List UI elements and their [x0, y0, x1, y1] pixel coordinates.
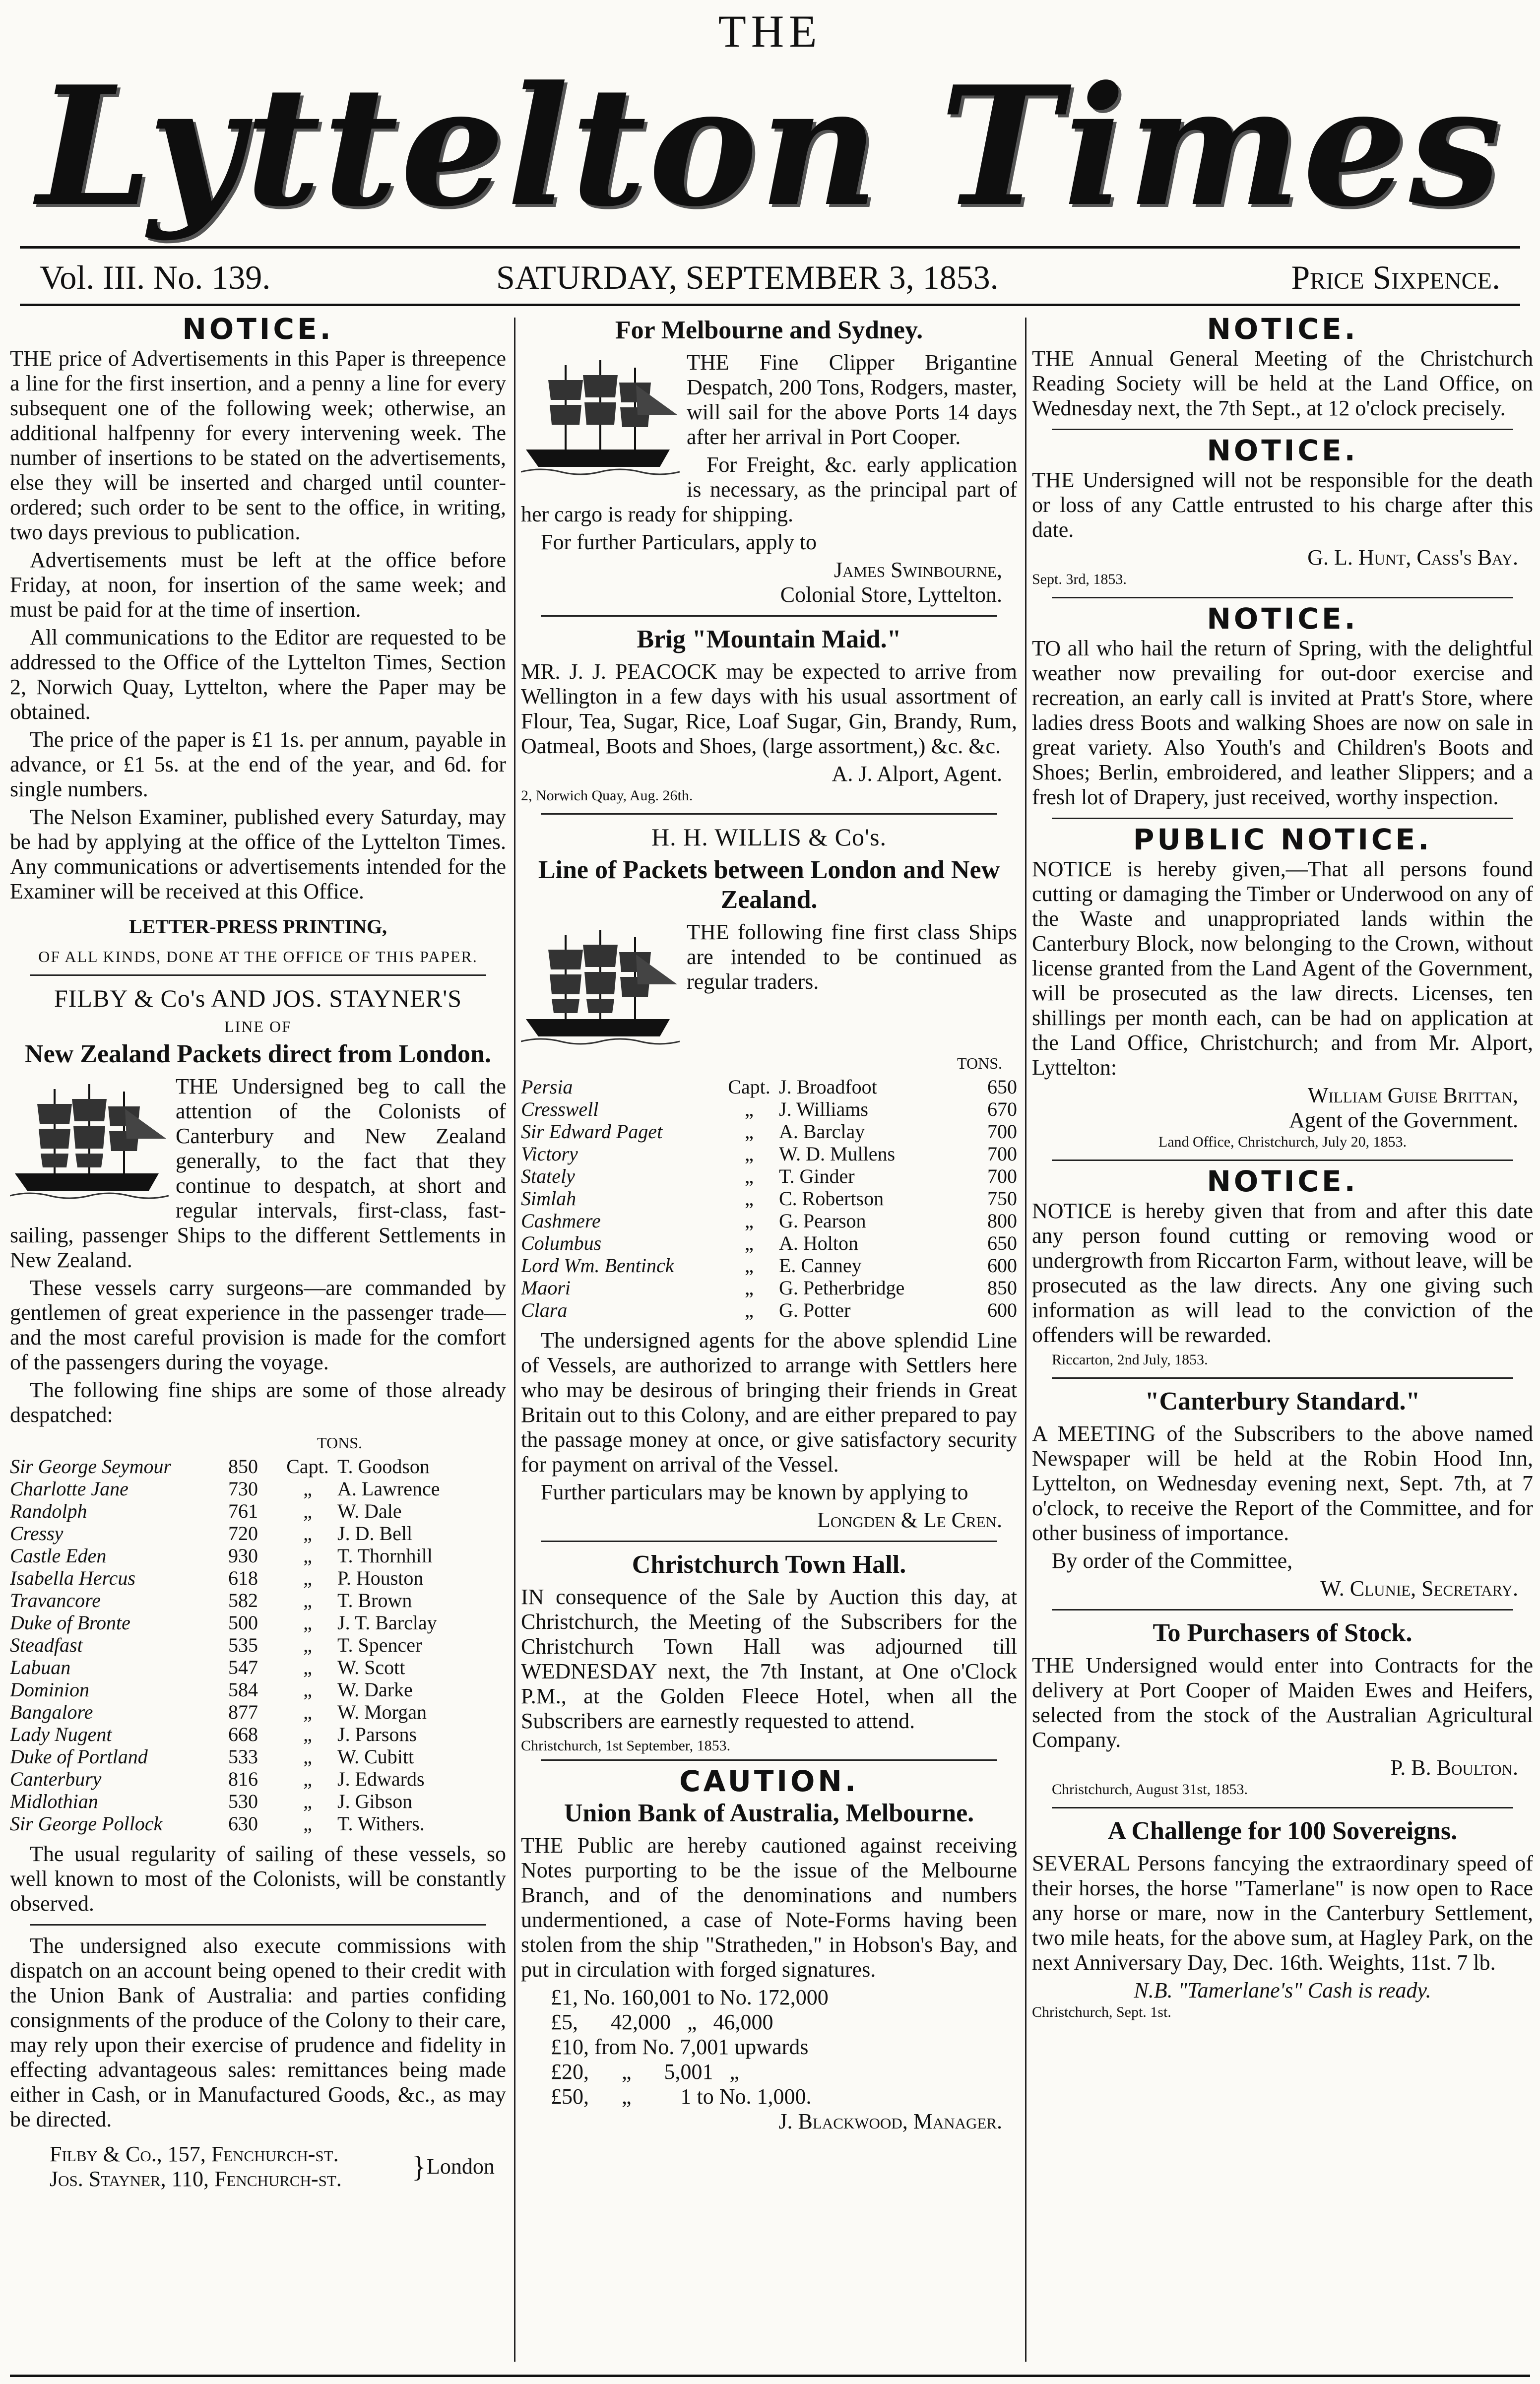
spring-heading: NOTICE. — [1207, 602, 1358, 636]
cattle-signature: G. L. Hunt, Cass's Bay. — [1307, 545, 1518, 570]
captain-prefix: „ — [303, 1768, 312, 1790]
notice-paragraph: The Nelson Examiner, published every Saturday, may be had by applying at the office of the Lyttelton Times. Any communications or advertisements intended for the Examiner will be received at this Office. — [10, 805, 506, 903]
ship-name: Lord Wm. Bentinck — [521, 1254, 674, 1277]
table-row — [521, 1299, 1017, 1321]
captain-prefix: „ — [745, 1120, 754, 1143]
stock-signature: P. B. Boulton. — [1390, 1755, 1518, 1780]
ship-captain: C. Robertson — [779, 1187, 884, 1210]
ship-tons: 730 — [228, 1478, 258, 1500]
public-notice-heading: PUBLIC NOTICE. — [1133, 823, 1432, 856]
ship-tons: 816 — [228, 1768, 258, 1790]
captain-prefix: „ — [745, 1277, 754, 1299]
ship-tons: 600 — [987, 1254, 1017, 1277]
separator — [541, 615, 997, 617]
stock-paragraph: THE Undersigned would enter into Contracts for the delivery at Port Cooper of Maiden Ewes and Heifers, selected from the stock of the Australian Agricultural Company. — [1032, 1653, 1533, 1752]
sailing-ship-illustration — [521, 925, 680, 1049]
note-range: £10, from No. 7,001 upwards — [551, 2035, 809, 2059]
ship-tons: 850 — [987, 1277, 1017, 1299]
table-row — [10, 1723, 506, 1745]
ship-name: Dominion — [10, 1678, 89, 1701]
ship-tons: 530 — [228, 1790, 258, 1812]
brig-signature: A. J. Alport, Agent. — [832, 762, 1002, 786]
public-notice-paragraph: NOTICE is hereby given,—That all persons found cutting or damaging the Timber or Underwood on any of the Waste and unappropriated lands within the Canterbury Block, now belonging to the Crown, without license granted from the Land Agent of the Government, will be prosecuted as the law directs. Licenses, ten shillings per month each, can be had on application at the Land Office, Christchurch; and from Mr. Alport, Lyttelton: — [1032, 857, 1533, 1080]
column-1 — [10, 313, 506, 2367]
filby-line-of: LINE OF — [224, 1018, 292, 1035]
captain-prefix: „ — [745, 1098, 754, 1120]
captain-prefix: Capt. — [728, 1076, 770, 1098]
ship-name: Sir Edward Paget — [521, 1120, 663, 1143]
masthead-title: Lyttelton Times — [37, 50, 1503, 243]
ship-captain: W. D. Mullens — [779, 1143, 896, 1165]
filby-paragraph: The following fine ships are some of those already despatched: — [10, 1378, 506, 1427]
london-label: London — [427, 2154, 495, 2179]
ship-captain: P. Houston — [337, 1567, 424, 1589]
melbourne-signature: James Swinbourne, — [834, 558, 1002, 582]
note-range: £1, No. 160,001 to No. 172,000 — [551, 1985, 829, 2009]
table-row — [10, 1545, 506, 1567]
ship-name: Victory — [521, 1143, 578, 1165]
ship-captain: J. Williams — [779, 1098, 868, 1120]
captain-prefix: „ — [745, 1254, 754, 1277]
ship-captain: A. Lawrence — [337, 1478, 440, 1500]
ship-captain: J. D. Bell — [337, 1522, 413, 1545]
table-row — [521, 1165, 1017, 1187]
captain-prefix: „ — [303, 1701, 312, 1723]
riccarton-paragraph: NOTICE is hereby given that from and after this date any person found cutting or removing wood or undergrowth from Riccarton Farm, without leave, will be prosecuted as the law directs. Any one giving such information as will lead to the conviction of the offenders will be rewarded. — [1032, 1199, 1533, 1347]
table-row — [10, 1589, 506, 1611]
ship-name: Cashmere — [521, 1210, 601, 1232]
separator — [541, 1759, 997, 1761]
captain-prefix: „ — [303, 1678, 312, 1701]
filby-paragraph: The undersigned also execute commissions with dispatch on an account being opened to their credit with the Union Bank of Australia: and parties confiding consignments of the produce of the Colony to their care, may rely upon their exercise of prudence and fidelity in effecting advantageous sales: remittances being made either in Cash, or in Manufactured Goods, &c., as may be directed. — [10, 1933, 506, 2131]
captain-prefix: „ — [303, 1500, 312, 1522]
willis-paragraph: The undersigned agents for the above splendid Line of Vessels, are authorized to arrange with Settlers here who may be desirous of bringing their friends in Great Britain out to this Colony, and are either prepared to pay the passage money at once, or give satisfactory security for payment on arrival of the Vessel. — [521, 1328, 1017, 1477]
separator — [1052, 1609, 1513, 1611]
ship-tons: 584 — [228, 1678, 258, 1701]
stayner-address: Jos. Stayner, 110, Fenchurch-st. — [50, 2167, 342, 2191]
captain-prefix: „ — [303, 1790, 312, 1812]
ship-name: Duke of Bronte — [10, 1611, 130, 1634]
column-2 — [521, 313, 1017, 2367]
ship-captain: J. Gibson — [337, 1790, 413, 1812]
ship-name: Sir George Pollock — [10, 1812, 163, 1835]
separator — [1052, 429, 1513, 430]
table-row — [521, 1143, 1017, 1165]
ship-name: Clara — [521, 1299, 568, 1321]
filby-paragraph: THE Undersigned beg to call the attention of the Colonists of Canterbury and New Zealand generally, to the fact that they continue to despatch, at short and regular intervals, first-class, fast-sailing, passenger Ships to the different Settlements in New Zealand. — [10, 1074, 506, 1272]
spring-paragraph: TO all who hail the return of Spring, with the delightful weather now prevailing for out-door exercise and recreation, an early call is invited at Pratt's Store, where ladies dress Boots and walking Shoes are now on sale in great variety. Also Youth's and Children's Boots and Shoes; Berlin, embroidered, and leather Slippers; and a fresh lot of Drapery, just received, worthy inspection. — [1032, 636, 1533, 809]
ship-name: Canterbury — [10, 1768, 102, 1790]
caution-heading: CAUTION. — [679, 1764, 859, 1798]
willis-subtitle: Line of Packets between London and New Zealand. — [538, 856, 1000, 914]
ship-tons: 650 — [987, 1232, 1017, 1254]
footer-rule — [10, 2375, 1530, 2377]
townhall-title: Christchurch Town Hall. — [632, 1550, 906, 1579]
ship-tons: 630 — [228, 1812, 258, 1835]
willis-paragraph: Further particulars may be known by applying to — [541, 1480, 968, 1504]
masthead-rule-bottom — [20, 304, 1520, 306]
captain-prefix: „ — [745, 1232, 754, 1254]
ship-name: Cresswell — [521, 1098, 599, 1120]
ship-name: Randolph — [10, 1500, 87, 1522]
townhall-paragraph: IN consequence of the Sale by Auction this day, at Christchurch, the Meeting of the Subscribers for the Christchurch Town Hall was adjourned till WEDNESDAY next, the 7th Instant, at One o'Clock P.M., at the Golden Fleece Hotel, when all the Subscribers are earnestly requested to attend. — [521, 1585, 1017, 1733]
ship-captain: A. Holton — [779, 1232, 858, 1254]
brace: } — [412, 2150, 426, 2183]
tons-label: TONS. — [957, 1054, 1002, 1072]
separator — [1052, 1377, 1513, 1379]
ship-tons: 618 — [228, 1567, 258, 1589]
challenge-title: A Challenge for 100 Sovereigns. — [1107, 1817, 1458, 1845]
riccarton-date: Riccarton, 2nd July, 1853. — [1052, 1352, 1208, 1368]
ship-tons: 700 — [987, 1143, 1017, 1165]
public-notice-date: Land Office, Christchurch, July 20, 1853. — [1158, 1134, 1407, 1150]
captain-prefix: „ — [745, 1299, 754, 1321]
ship-tons: 700 — [987, 1120, 1017, 1143]
melbourne-paragraph: THE Fine Clipper Brigantine Despatch, 200 Tons, Rodgers, master, will sail for the above Ports 14 days after her arrival in Port Cooper. — [687, 350, 1017, 449]
stock-date: Christchurch, August 31st, 1853. — [1052, 1781, 1248, 1798]
ship-captain: W. Darke — [337, 1678, 413, 1701]
notice-heading: NOTICE. — [182, 313, 334, 346]
ship-name: Columbus — [521, 1232, 602, 1254]
captain-prefix: „ — [303, 1745, 312, 1768]
captain-prefix: „ — [303, 1545, 312, 1567]
separator — [541, 1541, 997, 1542]
captain-prefix: „ — [303, 1656, 312, 1678]
ship-captain: W. Dale — [337, 1500, 402, 1522]
column-3 — [1032, 313, 1533, 2367]
captain-prefix: „ — [303, 1589, 312, 1611]
ship-captain: J. Parsons — [337, 1723, 417, 1745]
ship-name: Isabella Hercus — [10, 1567, 135, 1589]
ship-tons: 720 — [228, 1522, 258, 1545]
tons-label: TONS. — [317, 1434, 362, 1452]
masthead-rule-top — [20, 246, 1520, 249]
table-row — [521, 1076, 1017, 1098]
ship-name: Cressy — [10, 1522, 64, 1545]
captain-prefix: „ — [745, 1143, 754, 1165]
captain-prefix: „ — [745, 1165, 754, 1187]
note-list — [551, 1985, 1017, 2109]
ship-captain: J. T. Barclay — [337, 1611, 437, 1634]
table-row — [521, 1210, 1017, 1232]
ship-tons: 750 — [987, 1187, 1017, 1210]
ship-tons: 535 — [228, 1634, 258, 1656]
notice-paragraph: Advertisements must be left at the office before Friday, at noon, for insertion of the same week; and must be paid for at the time of insertion. — [10, 548, 506, 622]
ship-tons: 582 — [228, 1589, 258, 1611]
melbourne-title: For Melbourne and Sydney. — [615, 316, 923, 344]
filby-paragraph: These vessels carry surgeons—are commanded by gentlemen of great experience in the passenger trade—and the most careful provision is made for the comfort of the passengers during the voyage. — [10, 1276, 506, 1374]
table-row — [10, 1522, 506, 1545]
cattle-paragraph: THE Undersigned will not be responsible for the death or loss of any Cattle entrusted to his charge after this date. — [1032, 468, 1533, 542]
standard-signature: W. Clunie, Secretary. — [1320, 1576, 1518, 1601]
ship-captain: T. Spencer — [337, 1634, 422, 1656]
captain-prefix: Capt. — [286, 1455, 329, 1478]
riccarton-heading: NOTICE. — [1207, 1164, 1358, 1198]
ship-name: Bangalore — [10, 1701, 93, 1723]
ship-name: Maori — [521, 1277, 571, 1299]
table-row — [10, 1678, 506, 1701]
filby-addresses — [10, 2142, 506, 2196]
ship-tons: 850 — [228, 1455, 258, 1478]
cattle-heading: NOTICE. — [1207, 434, 1358, 467]
ship-tons: 600 — [987, 1299, 1017, 1321]
reading-society-paragraph: THE Annual General Meeting of the Christchurch Reading Society will be held at the Land Office, on Wednesday next, the 7th Sept., at 12 o'clock precisely. — [1032, 346, 1533, 420]
ship-tons: 800 — [987, 1210, 1017, 1232]
ship-name: Labuan — [10, 1656, 71, 1678]
table-row — [10, 1478, 506, 1500]
standard-paragraph: A MEETING of the Subscribers to the above named Newspaper will be held at the Robin Hood Inn, Lyttelton, on Wednesday evening next, Sept. 7th, at 7 o'clock, to receive the Report of the Committee, and for other business of importance. — [1032, 1421, 1533, 1545]
filby-address: Filby & Co., 157, Fenchurch-st. — [50, 2142, 339, 2166]
caution-subtitle: Union Bank of Australia, Melbourne. — [564, 1799, 974, 1827]
table-row — [521, 1098, 1017, 1120]
column-divider — [514, 318, 515, 2362]
captain-prefix: „ — [303, 1634, 312, 1656]
separator — [1052, 818, 1513, 819]
brig-title: Brig "Mountain Maid." — [637, 625, 901, 653]
ship-name: Midlothian — [10, 1790, 98, 1812]
challenge-date: Christchurch, Sept. 1st. — [1032, 2004, 1171, 2020]
melbourne-signature-place: Colonial Store, Lyttelton. — [780, 582, 1002, 607]
table-row — [10, 1500, 506, 1522]
captain-prefix: „ — [303, 1723, 312, 1745]
melbourne-paragraph: For Freight, &c. early application is necessary, as the principal part of her cargo is ready for shipping. — [521, 452, 1017, 526]
captain-prefix: „ — [745, 1187, 754, 1210]
captain-prefix: „ — [745, 1210, 754, 1232]
captain-prefix: „ — [303, 1567, 312, 1589]
separator — [1052, 1807, 1513, 1808]
ship-tons: 650 — [987, 1076, 1017, 1098]
caution-paragraph: THE Public are hereby cautioned against receiving Notes purporting to be the issue of the Melbourne Branch, and of the denominations and numbers undermentioned, a case of Note-Forms having been stolen from the ship "Stratheden," in Hobson's Bay, and put in circulation with forged signatures. — [521, 1833, 1017, 1982]
ship-tons: 930 — [228, 1545, 258, 1567]
separator — [30, 974, 486, 976]
ship-captain: J. Broadfoot — [779, 1076, 877, 1098]
masthead-the: THE — [718, 6, 822, 57]
table-row — [10, 1567, 506, 1589]
table-row — [10, 1768, 506, 1790]
separator — [30, 1924, 486, 1926]
ship-captain: G. Potter — [779, 1299, 851, 1321]
notice-paragraph: THE price of Advertisements in this Paper is threepence a line for the first insertion, and a penny a line for every subsequent one of the following week; otherwise, an additional halfpenny for every intervening week. The number of insertions to be stated on the advertisements, else they will be inserted and charged until counter-ordered; such order to be sent to the office, in writing, two days previous to publication. — [10, 346, 506, 544]
melbourne-paragraph: For further Particulars, apply to — [541, 530, 817, 554]
ship-name: Lady Nugent — [10, 1723, 112, 1745]
ship-captain: W. Cubitt — [337, 1745, 414, 1768]
ship-captain: T. Withers. — [337, 1812, 425, 1835]
ship-captain: T. Brown — [337, 1589, 412, 1611]
ship-tons: 761 — [228, 1500, 258, 1522]
note-range: £50, „ 1 to No. 1,000. — [551, 2084, 812, 2109]
letterpress-heading: LETTER-PRESS PRINTING, — [128, 915, 387, 938]
public-notice-signature-title: Agent of the Government. — [1289, 1108, 1518, 1132]
reading-society-heading: NOTICE. — [1207, 313, 1358, 346]
sailing-ship-illustration — [10, 1079, 169, 1203]
issue-date: SATURDAY, SEPTEMBER 3, 1853. — [496, 258, 999, 296]
willis-signature: Longden & Le Cren. — [817, 1508, 1002, 1532]
table-row — [521, 1120, 1017, 1143]
filby-title: FILBY & Co's AND JOS. STAYNER'S — [54, 984, 462, 1012]
volume-number: Vol. III. No. 139. — [40, 258, 271, 296]
challenge-nb: N.B. "Tamerlane's" Cash is ready. — [1134, 1978, 1431, 2002]
ship-tons: 500 — [228, 1611, 258, 1634]
price: Price Sixpence. — [1291, 258, 1500, 296]
public-notice-signature: William Guise Brittan, — [1307, 1083, 1518, 1107]
ship-tons: 670 — [987, 1098, 1017, 1120]
captain-prefix: „ — [303, 1522, 312, 1545]
table-row — [10, 1634, 506, 1656]
ship-name: Charlotte Jane — [10, 1478, 128, 1500]
cattle-date: Sept. 3rd, 1853. — [1032, 571, 1127, 587]
ship-captain: T. Goodson — [337, 1455, 430, 1478]
captain-prefix: „ — [303, 1478, 312, 1500]
letterpress-subheading: OF ALL KINDS, DONE AT THE OFFICE OF THIS PAPER. — [38, 948, 478, 966]
filby-ship-table — [10, 1455, 506, 1835]
ship-captain: T. Ginder — [779, 1165, 855, 1187]
willis-title: H. H. WILLIS & Co's. — [651, 823, 887, 851]
notice-paragraph: All communications to the Editor are requested to be addressed to the Office of the Lyttelton Times, Section 2, Norwich Quay, Lyttelton, where the Paper may be obtained. — [10, 625, 506, 724]
ship-captain: W. Scott — [337, 1656, 405, 1678]
brig-date: 2, Norwich Quay, Aug. 26th. — [521, 787, 693, 804]
ship-captain: T. Thornhill — [337, 1545, 433, 1567]
ship-name: Travancore — [10, 1589, 101, 1611]
filby-subtitle: New Zealand Packets direct from London. — [25, 1040, 491, 1068]
ship-name: Simlah — [521, 1187, 577, 1210]
ship-tons: 533 — [228, 1745, 258, 1768]
ship-captain: A. Barclay — [779, 1120, 865, 1143]
ship-captain: G. Petherbridge — [779, 1277, 905, 1299]
ship-tons: 668 — [228, 1723, 258, 1745]
stock-title: To Purchasers of Stock. — [1153, 1619, 1412, 1647]
ship-captain: W. Morgan — [337, 1701, 427, 1723]
table-row — [10, 1455, 506, 1478]
table-row — [10, 1812, 506, 1835]
ship-captain: E. Canney — [779, 1254, 862, 1277]
ship-tons: 547 — [228, 1656, 258, 1678]
note-range: £5, 42,000 „ 46,000 — [551, 2010, 773, 2034]
caution-signature: J. Blackwood, Manager. — [778, 2109, 1002, 2133]
separator — [1052, 1160, 1513, 1161]
table-row — [10, 1701, 506, 1723]
standard-paragraph: By order of the Committee, — [1052, 1548, 1293, 1573]
table-row — [521, 1277, 1017, 1299]
separator — [1052, 597, 1513, 598]
ship-name: Duke of Portland — [10, 1745, 148, 1768]
filby-paragraph: The usual regularity of sailing of these vessels, so well known to most of the Colonists, will be constantly observed. — [10, 1842, 506, 1916]
brig-paragraph: MR. J. J. PEACOCK may be expected to arrive from Wellington in a few days with his usual assortment of Flour, Tea, Sugar, Rice, Loaf Sugar, Gin, Brandy, Rum, Oatmeal, Boots and Shoes, (large assortment,) &c. &c. — [521, 659, 1017, 758]
notice-paragraph: The price of the paper is £1 1s. per annum, payable in advance, or £1 5s. at the end of the year, and 6d. for single numbers. — [10, 727, 506, 801]
table-row — [10, 1611, 506, 1634]
ship-name: Stately — [521, 1165, 575, 1187]
separator — [541, 813, 997, 815]
ship-tons: 877 — [228, 1701, 258, 1723]
table-row — [521, 1232, 1017, 1254]
sailing-ship-illustration — [521, 355, 680, 479]
townhall-date: Christchurch, 1st September, 1853. — [521, 1738, 731, 1754]
table-row — [521, 1187, 1017, 1210]
captain-prefix: „ — [303, 1812, 312, 1835]
willis-paragraph: THE following fine first class Ships are intended to be continued as regular traders. — [687, 920, 1017, 994]
table-row — [10, 1790, 506, 1812]
ship-name: Sir George Seymour — [10, 1455, 172, 1478]
note-range: £20, „ 5,001 „ — [551, 2060, 740, 2084]
ship-tons: 700 — [987, 1165, 1017, 1187]
ship-captain: J. Edwards — [337, 1768, 425, 1790]
ship-captain: G. Pearson — [779, 1210, 866, 1232]
table-row — [521, 1254, 1017, 1277]
challenge-paragraph: SEVERAL Persons fancying the extraordinary speed of their horses, the horse "Tamerlane" is now open to Race any horse or mare, now in the Canterbury Settlement, two mile heats, for the above sum, at Hagley Park, on the next Anniversary Day, Dec. 16th. Weights, 11st. 7 lb. — [1032, 1851, 1533, 1975]
table-row — [10, 1656, 506, 1678]
willis-ship-table — [521, 1076, 1017, 1321]
dateline — [40, 258, 1500, 303]
captain-prefix: „ — [303, 1611, 312, 1634]
column-divider — [1025, 318, 1027, 2362]
standard-title: "Canterbury Standard." — [1145, 1387, 1420, 1416]
ship-name: Persia — [521, 1076, 573, 1098]
table-row — [10, 1745, 506, 1768]
ship-name: Steadfast — [10, 1634, 83, 1656]
ship-name: Castle Eden — [10, 1545, 107, 1567]
